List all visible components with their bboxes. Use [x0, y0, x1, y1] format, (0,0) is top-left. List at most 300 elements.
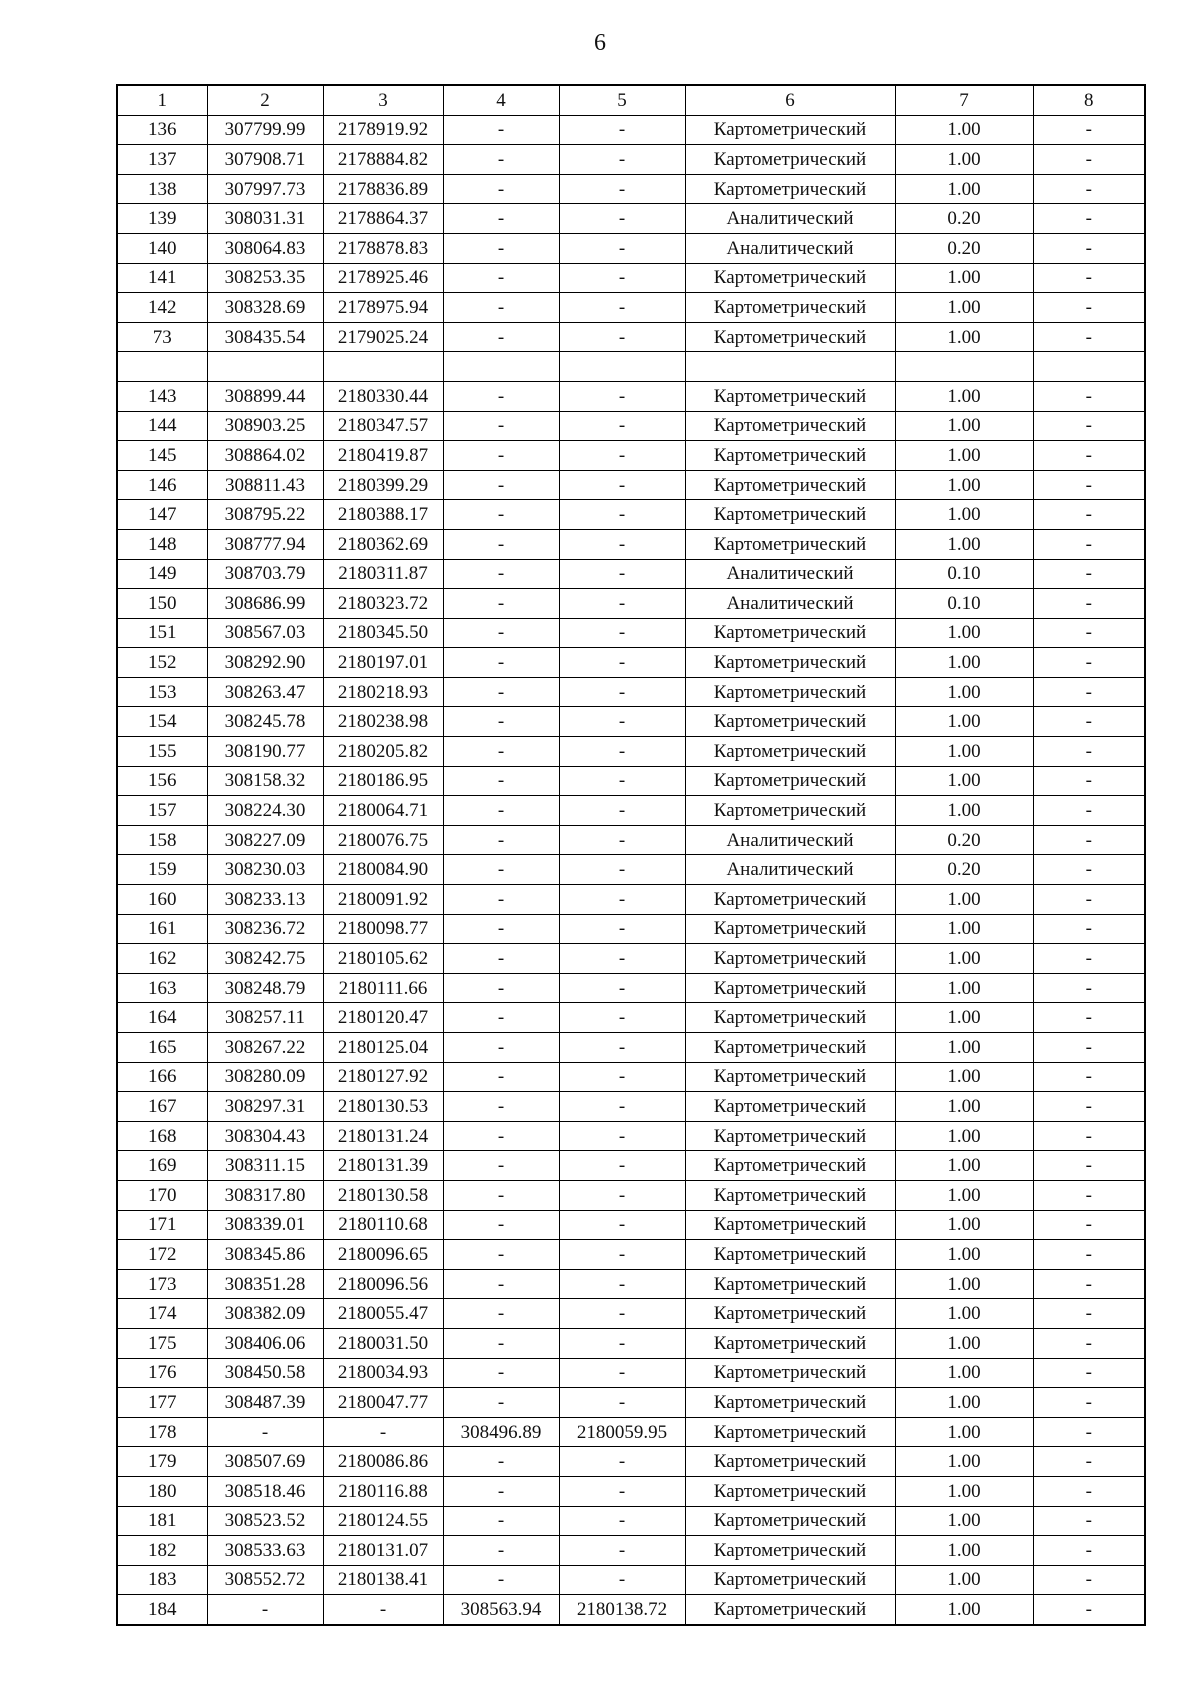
cell-description: -: [1033, 441, 1145, 471]
table-row: [117, 1565, 1145, 1595]
cell-description: -: [1033, 1121, 1145, 1151]
cell-accuracy: 0.20: [895, 204, 1033, 234]
cell-point-number: 172: [117, 1240, 207, 1270]
cell-new-coord-x: -: [443, 1447, 559, 1477]
cell-coord-y: 2180388.17: [323, 500, 443, 530]
cell-new-coord-x: -: [443, 441, 559, 471]
table-row: [117, 174, 1145, 204]
cell-accuracy: 1.00: [895, 973, 1033, 1003]
cell-point-number: 158: [117, 825, 207, 855]
cell-point-number: [117, 352, 207, 382]
cell-coord-x: 308267.22: [207, 1033, 323, 1063]
cell-method: Аналитический: [685, 589, 895, 619]
cell-coord-x: 308523.52: [207, 1506, 323, 1536]
table-row: [117, 1180, 1145, 1210]
cell-method: Картометрический: [685, 293, 895, 323]
cell-new-coord-y: -: [559, 145, 685, 175]
table-row: [117, 1358, 1145, 1388]
table-row: [117, 1536, 1145, 1566]
cell-description: -: [1033, 796, 1145, 826]
cell-accuracy: 1.00: [895, 796, 1033, 826]
table-row: [117, 885, 1145, 915]
table-body: [117, 115, 1145, 1625]
table-row: [117, 737, 1145, 767]
cell-method: Картометрический: [685, 1210, 895, 1240]
cell-method: Картометрический: [685, 322, 895, 352]
cell-description: -: [1033, 1269, 1145, 1299]
cell-accuracy: 1.00: [895, 441, 1033, 471]
cell-coord-x: 308227.09: [207, 825, 323, 855]
cell-new-coord-y: -: [559, 914, 685, 944]
cell-coord-y: 2180105.62: [323, 944, 443, 974]
table-row: [117, 1417, 1145, 1447]
cell-description: -: [1033, 648, 1145, 678]
cell-coord-x: 308031.31: [207, 204, 323, 234]
cell-method: Картометрический: [685, 944, 895, 974]
cell-accuracy: 1.00: [895, 766, 1033, 796]
cell-new-coord-y: -: [559, 293, 685, 323]
cell-point-number: 143: [117, 381, 207, 411]
cell-coord-y: 2180138.41: [323, 1565, 443, 1595]
cell-method: Картометрический: [685, 973, 895, 1003]
cell-new-coord-y: -: [559, 944, 685, 974]
cell-accuracy: 1.00: [895, 1151, 1033, 1181]
cell-description: -: [1033, 1565, 1145, 1595]
table-row: [117, 944, 1145, 974]
cell-coord-x: -: [207, 1417, 323, 1447]
cell-new-coord-x: -: [443, 618, 559, 648]
cell-accuracy: 1.00: [895, 115, 1033, 145]
cell-new-coord-x: -: [443, 766, 559, 796]
cell-method: Картометрический: [685, 174, 895, 204]
cell-point-number: 176: [117, 1358, 207, 1388]
cell-new-coord-y: -: [559, 1328, 685, 1358]
cell-method: Картометрический: [685, 470, 895, 500]
cell-coord-y: 2178878.83: [323, 233, 443, 263]
cell-accuracy: 1.00: [895, 914, 1033, 944]
cell-accuracy: 1.00: [895, 470, 1033, 500]
cell-accuracy: 1.00: [895, 1033, 1033, 1063]
cell-coord-x: 308236.72: [207, 914, 323, 944]
cell-point-number: 136: [117, 115, 207, 145]
cell-method: Аналитический: [685, 825, 895, 855]
cell-accuracy: 1.00: [895, 1447, 1033, 1477]
cell-description: -: [1033, 944, 1145, 974]
cell-accuracy: 1.00: [895, 1328, 1033, 1358]
cell-description: -: [1033, 500, 1145, 530]
cell-new-coord-y: -: [559, 1033, 685, 1063]
cell-new-coord-x: -: [443, 1476, 559, 1506]
cell-point-number: 169: [117, 1151, 207, 1181]
table-header-row: [117, 85, 1145, 115]
cell-coord-y: 2180034.93: [323, 1358, 443, 1388]
cell-coord-x: 308280.09: [207, 1062, 323, 1092]
cell-coord-x: 308230.03: [207, 855, 323, 885]
cell-coord-y: 2180120.47: [323, 1003, 443, 1033]
cell-point-number: 184: [117, 1595, 207, 1625]
cell-new-coord-x: -: [443, 529, 559, 559]
cell-new-coord-x: -: [443, 1536, 559, 1566]
cell-new-coord-y: [559, 352, 685, 382]
cell-method: Картометрический: [685, 1269, 895, 1299]
cell-point-number: 73: [117, 322, 207, 352]
cell-method: Аналитический: [685, 233, 895, 263]
cell-method: Картометрический: [685, 500, 895, 530]
cell-coord-x: 308304.43: [207, 1121, 323, 1151]
cell-new-coord-y: -: [559, 677, 685, 707]
cell-new-coord-y: -: [559, 500, 685, 530]
cell-point-number: 157: [117, 796, 207, 826]
table-row: [117, 470, 1145, 500]
cell-method: Аналитический: [685, 204, 895, 234]
cell-accuracy: 0.20: [895, 855, 1033, 885]
cell-point-number: 162: [117, 944, 207, 974]
cell-new-coord-y: -: [559, 796, 685, 826]
cell-point-number: 168: [117, 1121, 207, 1151]
table-row: [117, 204, 1145, 234]
cell-accuracy: 1.00: [895, 263, 1033, 293]
cell-method: Картометрический: [685, 1595, 895, 1625]
cell-method: Картометрический: [685, 441, 895, 471]
cell-coord-x: 308382.09: [207, 1299, 323, 1329]
cell-coord-y: 2180238.98: [323, 707, 443, 737]
table-row: [117, 1328, 1145, 1358]
cell-accuracy: 1.00: [895, 1210, 1033, 1240]
cell-new-coord-y: -: [559, 885, 685, 915]
cell-description: -: [1033, 411, 1145, 441]
cell-accuracy: 1.00: [895, 293, 1033, 323]
cell-description: -: [1033, 973, 1145, 1003]
cell-point-number: 148: [117, 529, 207, 559]
cell-coord-y: 2180323.72: [323, 589, 443, 619]
cell-new-coord-x: -: [443, 145, 559, 175]
cell-coord-y: 2180084.90: [323, 855, 443, 885]
cell-method: Картометрический: [685, 1417, 895, 1447]
cell-new-coord-y: -: [559, 174, 685, 204]
cell-description: -: [1033, 1180, 1145, 1210]
cell-point-number: 177: [117, 1388, 207, 1418]
cell-accuracy: 1.00: [895, 500, 1033, 530]
cell-new-coord-y: -: [559, 1358, 685, 1388]
cell-coord-y: 2180076.75: [323, 825, 443, 855]
cell-new-coord-x: -: [443, 1358, 559, 1388]
cell-new-coord-x: -: [443, 1180, 559, 1210]
cell-coord-x: 308552.72: [207, 1565, 323, 1595]
cell-new-coord-x: -: [443, 707, 559, 737]
cell-point-number: 183: [117, 1565, 207, 1595]
cell-point-number: 154: [117, 707, 207, 737]
cell-new-coord-y: 2180059.95: [559, 1417, 685, 1447]
cell-new-coord-y: -: [559, 618, 685, 648]
cell-point-number: 150: [117, 589, 207, 619]
column-header: 7: [895, 85, 1033, 115]
cell-coord-x: 308795.22: [207, 500, 323, 530]
cell-description: -: [1033, 825, 1145, 855]
cell-description: -: [1033, 707, 1145, 737]
cell-point-number: 147: [117, 500, 207, 530]
cell-coord-y: 2180197.01: [323, 648, 443, 678]
table-row: [117, 381, 1145, 411]
cell-new-coord-y: -: [559, 1476, 685, 1506]
cell-new-coord-x: -: [443, 263, 559, 293]
cell-new-coord-x: -: [443, 885, 559, 915]
cell-coord-y: 2180124.55: [323, 1506, 443, 1536]
cell-accuracy: 1.00: [895, 1003, 1033, 1033]
cell-coord-y: 2178836.89: [323, 174, 443, 204]
table-row: [117, 707, 1145, 737]
table-row: [117, 1447, 1145, 1477]
cell-description: -: [1033, 559, 1145, 589]
cell-new-coord-y: -: [559, 1062, 685, 1092]
cell-accuracy: 1.00: [895, 944, 1033, 974]
cell-accuracy: 1.00: [895, 174, 1033, 204]
cell-coord-y: 2180086.86: [323, 1447, 443, 1477]
cell-method: Картометрический: [685, 381, 895, 411]
cell-coord-y: 2180186.95: [323, 766, 443, 796]
cell-point-number: 159: [117, 855, 207, 885]
cell-description: -: [1033, 1476, 1145, 1506]
cell-description: -: [1033, 470, 1145, 500]
cell-method: Картометрический: [685, 1240, 895, 1270]
cell-point-number: 166: [117, 1062, 207, 1092]
cell-point-number: 171: [117, 1210, 207, 1240]
table-row: [117, 973, 1145, 1003]
cell-new-coord-y: -: [559, 1269, 685, 1299]
cell-new-coord-y: -: [559, 1003, 685, 1033]
cell-method: Картометрический: [685, 914, 895, 944]
cell-coord-x: 308777.94: [207, 529, 323, 559]
cell-coord-y: 2180131.24: [323, 1121, 443, 1151]
cell-description: -: [1033, 1299, 1145, 1329]
cell-description: -: [1033, 1151, 1145, 1181]
cell-accuracy: 1.00: [895, 1269, 1033, 1299]
cell-coord-x: 308297.31: [207, 1092, 323, 1122]
cell-new-coord-y: -: [559, 1092, 685, 1122]
table-row: [117, 352, 1145, 382]
cell-coord-y: 2180125.04: [323, 1033, 443, 1063]
cell-method: Аналитический: [685, 559, 895, 589]
cell-new-coord-x: -: [443, 559, 559, 589]
cell-coord-y: 2178919.92: [323, 115, 443, 145]
cell-description: -: [1033, 1240, 1145, 1270]
cell-method: Картометрический: [685, 1003, 895, 1033]
cell-accuracy: 1.00: [895, 1536, 1033, 1566]
cell-method: Картометрический: [685, 885, 895, 915]
cell-coord-x: 308311.15: [207, 1151, 323, 1181]
cell-method: Аналитический: [685, 855, 895, 885]
cell-method: Картометрический: [685, 1388, 895, 1418]
cell-description: -: [1033, 529, 1145, 559]
cell-coord-x: 308703.79: [207, 559, 323, 589]
cell-accuracy: 1.00: [895, 1062, 1033, 1092]
cell-coord-x: 308450.58: [207, 1358, 323, 1388]
cell-new-coord-x: -: [443, 973, 559, 1003]
column-header: 8: [1033, 85, 1145, 115]
cell-point-number: 164: [117, 1003, 207, 1033]
cell-new-coord-y: -: [559, 381, 685, 411]
cell-accuracy: 0.20: [895, 825, 1033, 855]
cell-method: Картометрический: [685, 648, 895, 678]
cell-description: -: [1033, 1506, 1145, 1536]
cell-point-number: 140: [117, 233, 207, 263]
cell-coord-y: 2178975.94: [323, 293, 443, 323]
cell-description: -: [1033, 204, 1145, 234]
cell-coord-y: 2180130.53: [323, 1092, 443, 1122]
cell-coord-y: 2180110.68: [323, 1210, 443, 1240]
cell-coord-y: 2180096.65: [323, 1240, 443, 1270]
cell-new-coord-x: -: [443, 233, 559, 263]
cell-new-coord-y: 2180138.72: [559, 1595, 685, 1625]
cell-description: -: [1033, 1388, 1145, 1418]
cell-point-number: 173: [117, 1269, 207, 1299]
cell-new-coord-y: -: [559, 1299, 685, 1329]
cell-new-coord-y: -: [559, 263, 685, 293]
cell-point-number: 174: [117, 1299, 207, 1329]
cell-accuracy: 1.00: [895, 1180, 1033, 1210]
cell-accuracy: 1.00: [895, 1476, 1033, 1506]
column-header: 6: [685, 85, 895, 115]
cell-method: Картометрический: [685, 145, 895, 175]
column-header: 2: [207, 85, 323, 115]
cell-description: -: [1033, 589, 1145, 619]
cell-coord-x: 308518.46: [207, 1476, 323, 1506]
column-header: 1: [117, 85, 207, 115]
cell-coord-y: -: [323, 1595, 443, 1625]
cell-point-number: 165: [117, 1033, 207, 1063]
cell-coord-x: 308190.77: [207, 737, 323, 767]
cell-coord-y: 2180330.44: [323, 381, 443, 411]
cell-accuracy: 1.00: [895, 677, 1033, 707]
cell-coord-y: 2180096.56: [323, 1269, 443, 1299]
cell-method: Картометрический: [685, 1328, 895, 1358]
table-row: [117, 1003, 1145, 1033]
cell-new-coord-x: -: [443, 796, 559, 826]
cell-new-coord-x: -: [443, 944, 559, 974]
table-row: [117, 115, 1145, 145]
cell-new-coord-y: -: [559, 1447, 685, 1477]
cell-new-coord-y: -: [559, 529, 685, 559]
cell-method: Картометрический: [685, 766, 895, 796]
cell-coord-x: 307799.99: [207, 115, 323, 145]
cell-coord-y: 2180347.57: [323, 411, 443, 441]
cell-new-coord-y: -: [559, 1151, 685, 1181]
cell-new-coord-x: -: [443, 737, 559, 767]
cell-new-coord-y: -: [559, 1506, 685, 1536]
cell-coord-y: 2180218.93: [323, 677, 443, 707]
cell-new-coord-x: -: [443, 914, 559, 944]
cell-new-coord-x: -: [443, 411, 559, 441]
table-row: [117, 1151, 1145, 1181]
cell-point-number: 178: [117, 1417, 207, 1447]
cell-coord-x: 308435.54: [207, 322, 323, 352]
cell-new-coord-x: -: [443, 1210, 559, 1240]
table-row: [117, 618, 1145, 648]
cell-method: Картометрический: [685, 1506, 895, 1536]
cell-description: -: [1033, 1210, 1145, 1240]
cell-new-coord-y: -: [559, 1388, 685, 1418]
cell-coord-x: 308245.78: [207, 707, 323, 737]
cell-coord-y: 2180362.69: [323, 529, 443, 559]
cell-new-coord-x: -: [443, 1151, 559, 1181]
table-row: [117, 1240, 1145, 1270]
cell-coord-x: 308864.02: [207, 441, 323, 471]
cell-new-coord-y: -: [559, 441, 685, 471]
cell-description: -: [1033, 885, 1145, 915]
cell-accuracy: 1.00: [895, 1240, 1033, 1270]
table-row: [117, 1210, 1145, 1240]
cell-point-number: 182: [117, 1536, 207, 1566]
table-row: [117, 1033, 1145, 1063]
cell-method: Картометрический: [685, 115, 895, 145]
cell-coord-x: 308487.39: [207, 1388, 323, 1418]
cell-coord-x: 308158.32: [207, 766, 323, 796]
cell-description: -: [1033, 381, 1145, 411]
table-row: [117, 233, 1145, 263]
cell-new-coord-x: 308496.89: [443, 1417, 559, 1447]
cell-coord-y: 2178925.46: [323, 263, 443, 293]
cell-description: -: [1033, 1328, 1145, 1358]
cell-point-number: 137: [117, 145, 207, 175]
cell-new-coord-x: -: [443, 1269, 559, 1299]
table-row: [117, 322, 1145, 352]
cell-new-coord-y: -: [559, 1180, 685, 1210]
cell-coord-x: 308233.13: [207, 885, 323, 915]
cell-new-coord-x: -: [443, 589, 559, 619]
cell-point-number: 138: [117, 174, 207, 204]
cell-coord-x: 308903.25: [207, 411, 323, 441]
cell-point-number: 175: [117, 1328, 207, 1358]
cell-new-coord-y: -: [559, 322, 685, 352]
cell-coord-y: 2180419.87: [323, 441, 443, 471]
cell-new-coord-y: -: [559, 233, 685, 263]
cell-method: Картометрический: [685, 618, 895, 648]
cell-method: Картометрический: [685, 1536, 895, 1566]
cell-method: Картометрический: [685, 1121, 895, 1151]
cell-coord-y: 2180064.71: [323, 796, 443, 826]
cell-coord-y: 2180098.77: [323, 914, 443, 944]
cell-accuracy: 1.00: [895, 707, 1033, 737]
cell-coord-y: 2180131.39: [323, 1151, 443, 1181]
cell-coord-x: 308253.35: [207, 263, 323, 293]
cell-accuracy: 1.00: [895, 529, 1033, 559]
cell-accuracy: 0.10: [895, 589, 1033, 619]
cell-description: -: [1033, 145, 1145, 175]
cell-new-coord-y: -: [559, 1536, 685, 1566]
cell-accuracy: 1.00: [895, 411, 1033, 441]
cell-description: -: [1033, 1595, 1145, 1625]
cell-coord-y: 2180311.87: [323, 559, 443, 589]
cell-accuracy: 1.00: [895, 322, 1033, 352]
table-row: [117, 855, 1145, 885]
table-row: [117, 914, 1145, 944]
cell-description: -: [1033, 174, 1145, 204]
table-row: [117, 441, 1145, 471]
cell-description: -: [1033, 855, 1145, 885]
cell-coord-y: 2180031.50: [323, 1328, 443, 1358]
cell-point-number: 141: [117, 263, 207, 293]
cell-description: -: [1033, 1033, 1145, 1063]
table-row: [117, 1092, 1145, 1122]
cell-new-coord-y: -: [559, 1240, 685, 1270]
cell-point-number: 161: [117, 914, 207, 944]
cell-coord-y: 2180345.50: [323, 618, 443, 648]
cell-description: -: [1033, 1092, 1145, 1122]
cell-new-coord-x: -: [443, 470, 559, 500]
cell-new-coord-x: [443, 352, 559, 382]
coordinates-table: [116, 84, 1146, 1626]
cell-new-coord-y: -: [559, 1121, 685, 1151]
cell-coord-y: 2180111.66: [323, 973, 443, 1003]
